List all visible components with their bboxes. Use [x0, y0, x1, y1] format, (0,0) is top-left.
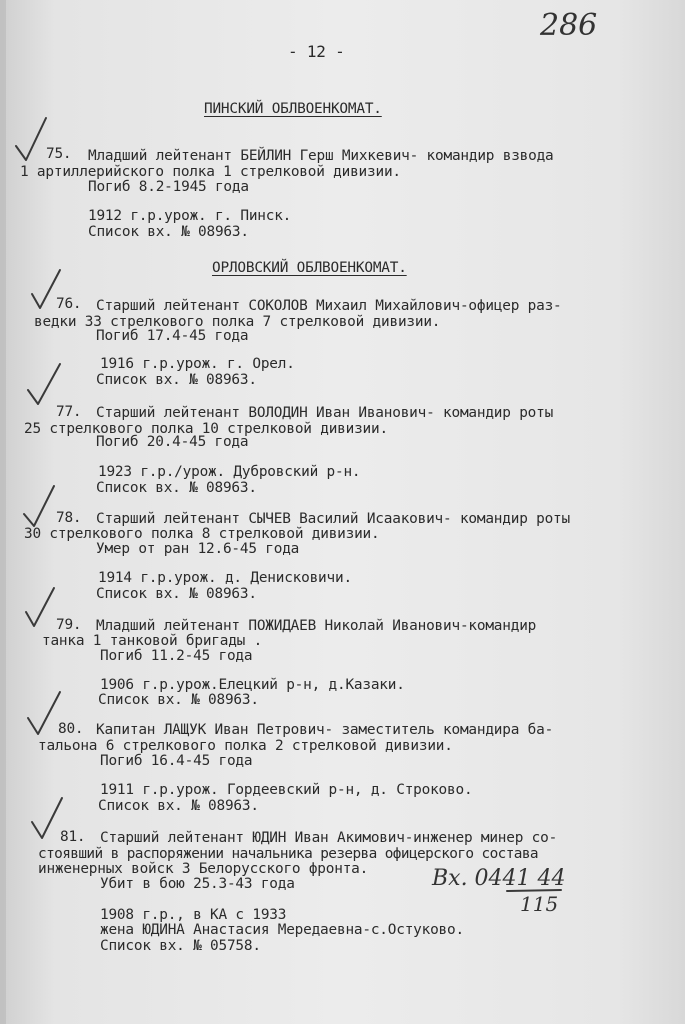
entry-list: Список вх. № 08963.: [88, 224, 249, 240]
entry-birth: 1906 г.р.урож.Елецкий р-н, д.Казаки.: [100, 677, 405, 693]
page-fold-shadow: [0, 0, 6, 1024]
entry-line: Младший лейтенант БЕЙЛИН Герш Михкевич- командир взвода: [88, 148, 554, 164]
entry-line: 1 артиллерийского полка 1 стрелковой дивизии.: [20, 164, 401, 180]
entry-line: Убит в бою 25.3-43 года: [100, 876, 295, 892]
entry-line: танка 1 танковой бригады .: [42, 633, 263, 649]
entry-number: 81.: [60, 829, 86, 845]
entry-number: 77.: [56, 404, 82, 420]
entry-line: Погиб 20.4-45 года: [96, 434, 249, 450]
entry-list: Список вх. № 08963.: [96, 586, 257, 602]
entry-line: Младший лейтенант ПОЖИДАЕВ Николай Иванович-командир: [96, 618, 537, 634]
entry-list: Список вх. № 08963.: [98, 798, 259, 814]
check-mark-icon: [26, 690, 64, 738]
handwritten-underline: [505, 886, 565, 896]
entry-line: Старший лейтенант СЫЧЕВ Василий Исаакович- командир роты: [96, 511, 570, 527]
entry-line: Умер от ран 12.6-45 года: [96, 541, 300, 557]
entry-line: Старший лейтенант СОКОЛОВ Михаил Михайлович-офицер раз-: [96, 298, 562, 314]
entry-list: Список вх. № 08963.: [98, 692, 259, 708]
page-number: - 12 -: [288, 42, 345, 61]
entry-birth: 1923 г.р./урож. Дубровский р-н.: [98, 464, 361, 480]
entry-line: Погиб 8.2-1945 года: [88, 179, 249, 195]
entry-birth: 1914 г.р.урож. д. Денисковичи.: [98, 570, 352, 586]
entry-number: 78.: [56, 510, 82, 526]
check-mark-icon: [22, 484, 58, 530]
entry-line: 25 стрелкового полка 10 стрелковой дивизии.: [24, 421, 388, 437]
entry-birth: 1912 г.р.урож. г. Пинск.: [88, 208, 292, 224]
check-mark-icon: [30, 796, 66, 842]
entry-line: Старший лейтенант ЮДИН Иван Акимович-инженер минер со-: [100, 830, 558, 846]
entry-birth: 1908 г.р., в КА с 1933: [100, 907, 287, 923]
entry-line: стоявший в распоряжении начальника резерва офицерского состава: [38, 846, 538, 862]
entry-line: инженерных войск 3 Белорусского фронта.: [38, 861, 369, 877]
entry-list: Список вх. № 08963.: [96, 480, 257, 496]
entry-number: 80.: [58, 721, 84, 737]
check-mark-icon: [26, 362, 64, 408]
entry-birth: 1911 г.р.урож. Гордеевский р-н, д. Строково.: [100, 782, 473, 798]
entry-line: Погиб 11.2-45 года: [100, 648, 253, 664]
section-header-orel: ОРЛОВСКИЙ ОБЛВОЕНКОМАТ.: [212, 260, 407, 276]
entry-line: 30 стрелкового полка 8 стрелковой дивизии.: [24, 526, 380, 542]
handwritten-note: Вх. 0441 44: [432, 866, 566, 891]
entry-line: Капитан ЛАЩУК Иван Петрович- заместитель командира ба-: [96, 722, 554, 738]
entry-line: Погиб 16.4-45 года: [100, 753, 253, 769]
section-header-pinsk: ПИНСКИЙ ОБЛВОЕНКОМАТ.: [204, 101, 382, 117]
entry-number: 76.: [56, 296, 82, 312]
check-mark-icon: [24, 586, 58, 630]
entry-number: 79.: [56, 617, 82, 633]
entry-line: Старший лейтенант ВОЛОДИН Иван Иванович- командир роты: [96, 405, 554, 421]
entry-list: Список вх. № 08963.: [96, 372, 257, 388]
entry-list: Список вх. № 05758.: [100, 938, 261, 954]
entry-birth: 1916 г.р.урож. г. Орел.: [100, 356, 295, 372]
sheet-number: 286: [540, 8, 598, 43]
handwritten-note-number: 115: [520, 892, 559, 916]
entry-line: ведки 33 стрелкового полка 7 стрелковой дивизии.: [34, 314, 441, 330]
entry-line: тальона 6 стрелкового полка 2 стрелковой дивизии.: [38, 738, 453, 754]
entry-spouse: жена ЮДИНА Анастасия Мередаевна-с.Остуково.: [100, 922, 464, 938]
entry-line: Погиб 17.4-45 года: [96, 328, 249, 344]
entry-number: 75.: [46, 146, 72, 162]
check-mark-icon: [14, 116, 50, 164]
check-mark-icon: [30, 268, 64, 312]
